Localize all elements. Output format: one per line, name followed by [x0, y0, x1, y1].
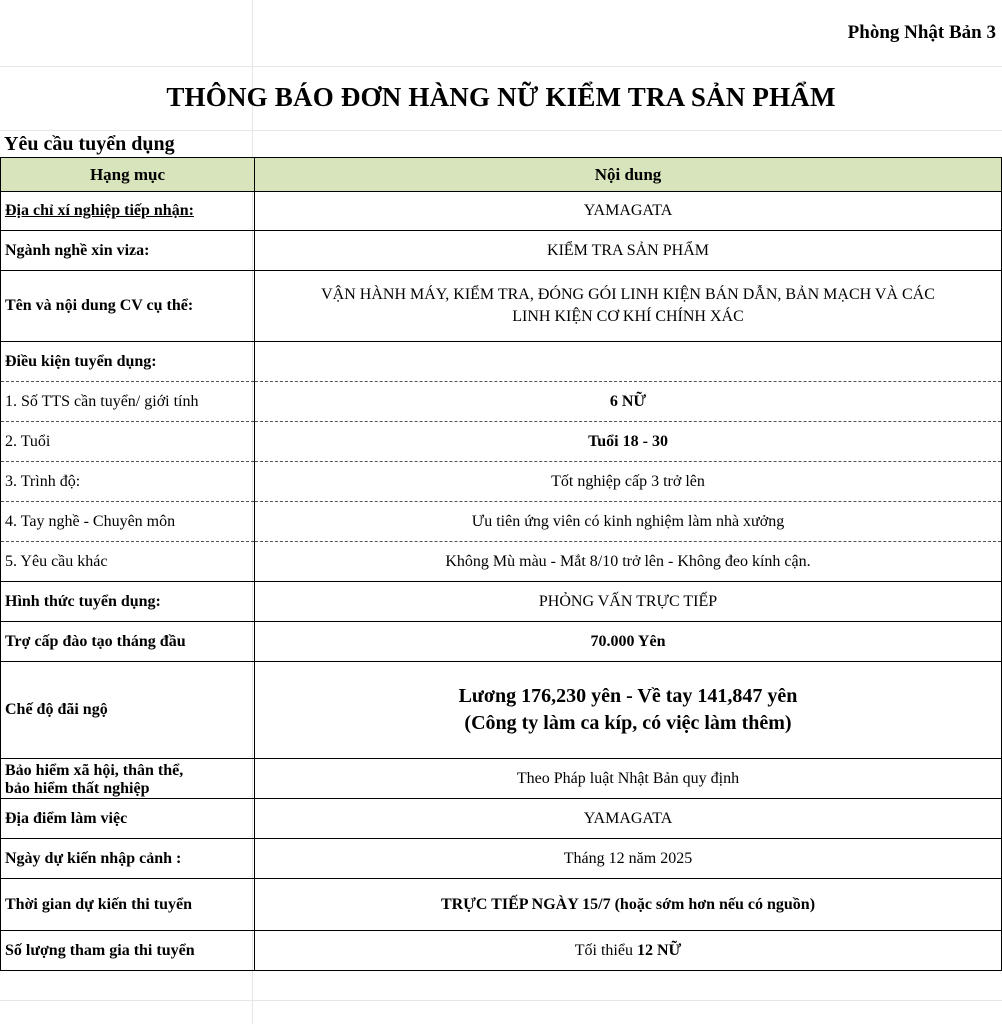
label-line: Bảo hiểm xã hội, thân thể, [5, 761, 184, 779]
column-header-category: Hạng mục [1, 158, 255, 192]
table-row [1, 271, 1002, 342]
row-value: YAMAGATA [255, 192, 1002, 231]
table-row [1, 931, 1002, 971]
row-value: YAMAGATA [255, 799, 1002, 839]
table-row [1, 799, 1002, 839]
table-row [1, 582, 1002, 622]
value-prefix: Tối thiểu [574, 941, 633, 959]
row-label [1, 759, 255, 799]
row-label: Điều kiện tuyển dụng: [1, 342, 255, 382]
row-label: Trợ cấp đào tạo tháng đầu [1, 622, 255, 662]
column-header-content: Nội dung [255, 158, 1002, 192]
row-value: 70.000 Yên [255, 622, 1002, 662]
row-label: 3. Trình độ: [1, 462, 255, 502]
table-row [1, 542, 1002, 582]
salary-value [255, 662, 1002, 759]
row-label: Chế độ đãi ngộ [1, 662, 255, 759]
row-value: KIỂM TRA SẢN PHẨM [255, 231, 1002, 271]
row-value [255, 271, 1002, 342]
grid-line [0, 1000, 1002, 1001]
row-value [255, 342, 1002, 382]
value-line: Lương 176,230 yên - Về tay 141,847 yên [458, 685, 798, 707]
row-value: Không Mù màu - Mắt 8/10 trở lên - Không đeo kính cận. [255, 542, 1002, 582]
grid-line [0, 66, 1002, 67]
value-line: VẬN HÀNH MÁY, KIỂM TRA, ĐÓNG GÓI LINH KIỆN BÁN DẪN, BẢN MẠCH VÀ CÁC [321, 286, 935, 303]
row-label: Địa điểm làm việc [1, 799, 255, 839]
row-label: Hình thức tuyển dụng: [1, 582, 255, 622]
table-row [1, 622, 1002, 662]
row-value: Theo Pháp luật Nhật Bản quy định [255, 759, 1002, 799]
table-row [1, 662, 1002, 759]
table-row [1, 342, 1002, 382]
table-row [1, 879, 1002, 931]
row-value: Tháng 12 năm 2025 [255, 839, 1002, 879]
row-label: Thời gian dự kiến thi tuyển [1, 879, 255, 931]
row-value: Tuổi 18 - 30 [255, 422, 1002, 462]
table-row [1, 759, 1002, 799]
row-label: Ngành nghề xin viza: [1, 231, 255, 271]
value-count: 12 NỮ [636, 941, 682, 959]
table-row [1, 422, 1002, 462]
row-value: Ưu tiên ứng viên có kinh nghiệm làm nhà xưởng [255, 502, 1002, 542]
table-row [1, 382, 1002, 422]
value-line: (Công ty làm ca kíp, có việc làm thêm) [464, 712, 792, 734]
row-label: 2. Tuổi [1, 422, 255, 462]
table-row [1, 502, 1002, 542]
table-row [1, 462, 1002, 502]
requirements-table [0, 157, 1002, 971]
row-value [255, 931, 1002, 971]
row-label: 4. Tay nghề - Chuyên môn [1, 502, 255, 542]
row-label: Địa chỉ xí nghiệp tiếp nhận: [1, 192, 255, 231]
page-title: THÔNG BÁO ĐƠN HÀNG NỮ KIỂM TRA SẢN PHẨM [166, 82, 836, 112]
row-label: Số lượng tham gia thi tuyển [1, 931, 255, 971]
row-label: Ngày dự kiến nhập cảnh : [1, 839, 255, 879]
grid-line [0, 130, 1002, 131]
row-value: 6 NỮ [255, 382, 1002, 422]
row-label: 1. Số TTS cần tuyển/ giới tính [1, 382, 255, 422]
table-row [1, 839, 1002, 879]
table-row [1, 231, 1002, 271]
label-line: bảo hiểm thất nghiệp [5, 779, 150, 797]
row-label: 5. Yêu cầu khác [1, 542, 255, 582]
row-value: TRỰC TIẾP NGÀY 15/7 (hoặc sớm hơn nếu có nguồn) [255, 879, 1002, 931]
table-header-row [1, 158, 1002, 192]
section-heading: Yêu cầu tuyển dụng [4, 133, 175, 155]
value-line: LINH KIỆN CƠ KHÍ CHÍNH XÁC [512, 308, 744, 325]
row-label: Tên và nội dung CV cụ thể: [1, 271, 255, 342]
row-value: Tốt nghiệp cấp 3 trở lên [255, 462, 1002, 502]
table-row [1, 192, 1002, 231]
row-value: PHỎNG VẤN TRỰC TIẾP [255, 582, 1002, 622]
department-label: Phòng Nhật Bản 3 [847, 22, 996, 43]
